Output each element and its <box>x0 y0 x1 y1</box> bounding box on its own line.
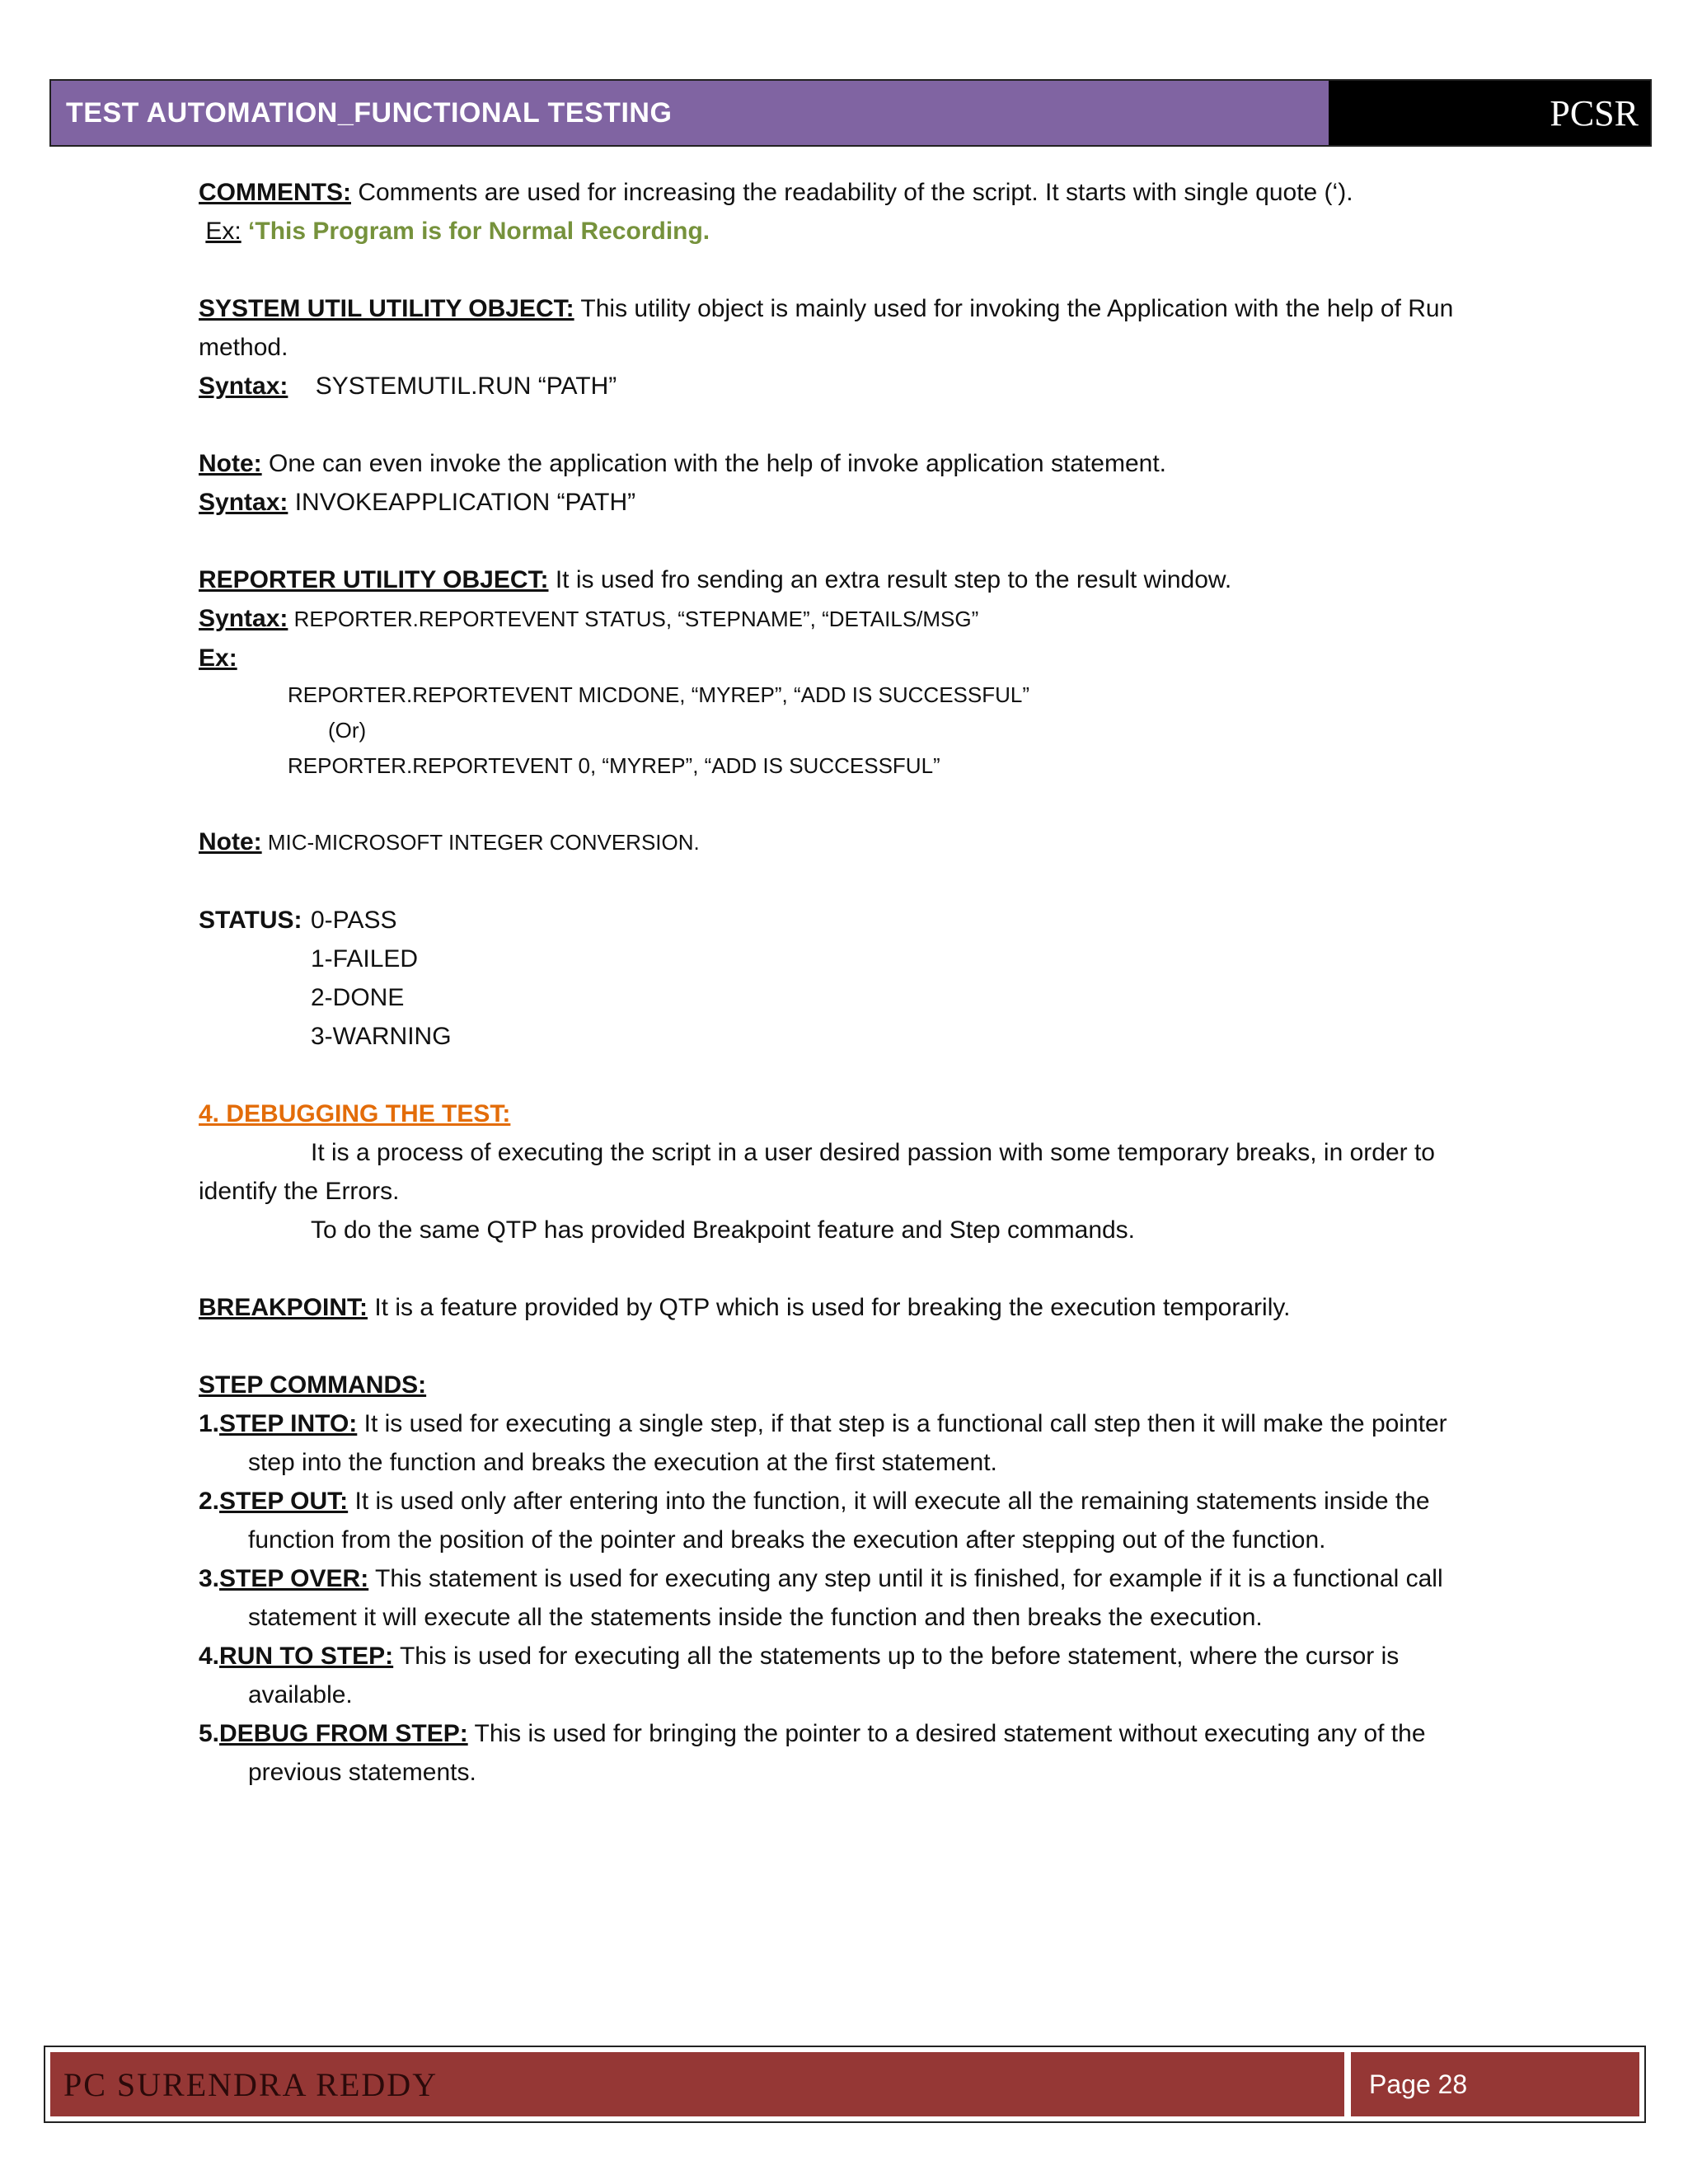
note1-paragraph <box>199 444 1484 483</box>
note1-syntax-text: INVOKEAPPLICATION “PATH” <box>288 489 636 516</box>
reporter-syntax-text: REPORTER.REPORTEVENT STATUS, “STEPNAME”, “DETAILS/MSG” <box>288 607 979 631</box>
systemutil-label: SYSTEM UTIL UTILITY OBJECT: <box>199 295 574 322</box>
step-label: RUN TO STEP: <box>219 1643 394 1670</box>
debugging-heading: 4. DEBUGGING THE TEST: <box>199 1100 511 1127</box>
reporter-paragraph <box>199 560 1484 599</box>
comments-paragraph <box>199 173 1484 212</box>
status-label: STATUS: <box>199 907 302 934</box>
step-command-item <box>199 1482 1484 1559</box>
debugging-para2: To do the same QTP has provided Breakpoint feature and Step commands. <box>311 1216 1136 1244</box>
debugging-para1: It is a process of executing the script in a user desired passion with some temporary breaks, in order to <box>311 1139 1435 1166</box>
page-footer <box>44 2046 1646 2123</box>
step-commands-list <box>199 1404 1484 1792</box>
systemutil-text: This utility object is mainly used for invoking the Application with the help of Run method. <box>199 295 1454 361</box>
step-text: This statement is used for executing any step until it is finished, for example if it is a functional call statement it will execute all the statements inside the function and then breaks the execution. <box>248 1565 1443 1631</box>
step-number: 1. <box>199 1410 220 1437</box>
systemutil-syntax <box>199 367 1484 405</box>
status-item: 3-WARNING <box>311 1023 452 1050</box>
reporter-ex-line2: REPORTER.REPORTEVENT 0, “MYREP”, “ADD IS SUCCESSFUL” <box>288 753 940 778</box>
comments-label: COMMENTS: <box>199 179 351 206</box>
comments-example <box>199 212 1484 251</box>
note1-text: One can even invoke the application with the help of invoke application statement. <box>261 450 1167 477</box>
page-number: Page 28 <box>1351 2052 1639 2116</box>
footer-author: PC SURENDRA REDDY <box>50 2052 1344 2116</box>
reporter-ex-label-line <box>199 639 1484 677</box>
note2-paragraph <box>199 823 1484 862</box>
step-text: This is used for executing all the statements up to the before statement, where the cursor is available. <box>248 1643 1400 1708</box>
comments-ex-label: Ex: <box>205 218 241 245</box>
reporter-syntax <box>199 599 1484 639</box>
step-commands-heading: STEP COMMANDS: <box>199 1371 427 1399</box>
step-label: STEP OUT: <box>219 1488 349 1515</box>
step-number: 4. <box>199 1643 220 1670</box>
breakpoint-label: BREAKPOINT: <box>199 1294 368 1321</box>
systemutil-syntax-text: SYSTEMUTIL.RUN “PATH” <box>288 373 617 400</box>
reporter-ex-line1: REPORTER.REPORTEVENT MICDONE, “MYREP”, “ADD IS SUCCESSFUL” <box>288 682 1030 707</box>
reporter-ex-or: (Or) <box>328 718 367 743</box>
page-header <box>49 79 1652 147</box>
reporter-syntax-label: Syntax: <box>199 605 288 632</box>
systemutil-syntax-label: Syntax: <box>199 373 288 400</box>
step-number: 5. <box>199 1720 220 1747</box>
header-brand: PCSR <box>1329 81 1650 145</box>
step-command-item <box>199 1637 1484 1714</box>
step-command-item <box>199 1559 1484 1637</box>
step-text: It is used for executing a single step, if that step is a functional call step then it will make the pointer step into the function and breaks the execution at the first statement. <box>248 1410 1447 1476</box>
systemutil-paragraph <box>199 289 1484 367</box>
step-text: It is used only after entering into the function, it will execute all the remaining statements inside the function from the position of the pointer and breaks the execution after stepping out of the function. <box>248 1488 1430 1554</box>
note1-syntax-label: Syntax: <box>199 489 288 516</box>
debugging-para1-cont: identify the Errors. <box>199 1178 400 1205</box>
step-number: 2. <box>199 1488 220 1515</box>
step-label: STEP INTO: <box>219 1410 358 1437</box>
note1-label: Note: <box>199 450 262 477</box>
breakpoint-paragraph <box>199 1288 1484 1327</box>
reporter-text: It is used fro sending an extra result step to the result window. <box>548 566 1232 593</box>
step-label: DEBUG FROM STEP: <box>219 1720 468 1747</box>
document-body <box>199 173 1484 1792</box>
status-row <box>199 901 1484 940</box>
step-text: This is used for bringing the pointer to a desired statement without executing any of the previous statements. <box>248 1720 1426 1786</box>
note2-label: Note: <box>199 828 262 855</box>
step-label: STEP OVER: <box>219 1565 369 1592</box>
note1-syntax <box>199 483 1484 522</box>
header-title: TEST AUTOMATION_FUNCTIONAL TESTING <box>51 81 1329 145</box>
step-command-item <box>199 1404 1484 1482</box>
comments-ex-text: ‘This Program is for Normal Recording. <box>241 218 710 245</box>
status-item: 1-FAILED <box>311 945 419 972</box>
comments-text: Comments are used for increasing the readability of the script. It starts with single quote (‘). <box>350 179 1353 206</box>
reporter-ex-label: Ex: <box>199 644 237 672</box>
status-item: 0-PASS <box>311 907 397 934</box>
breakpoint-text: It is a feature provided by QTP which is used for breaking the execution temporarily. <box>368 1294 1291 1321</box>
reporter-label: REPORTER UTILITY OBJECT: <box>199 566 549 593</box>
step-number: 3. <box>199 1565 220 1592</box>
status-item: 2-DONE <box>311 984 405 1011</box>
note2-text: MIC-MICROSOFT INTEGER CONVERSION. <box>261 830 700 855</box>
step-command-item <box>199 1714 1484 1792</box>
